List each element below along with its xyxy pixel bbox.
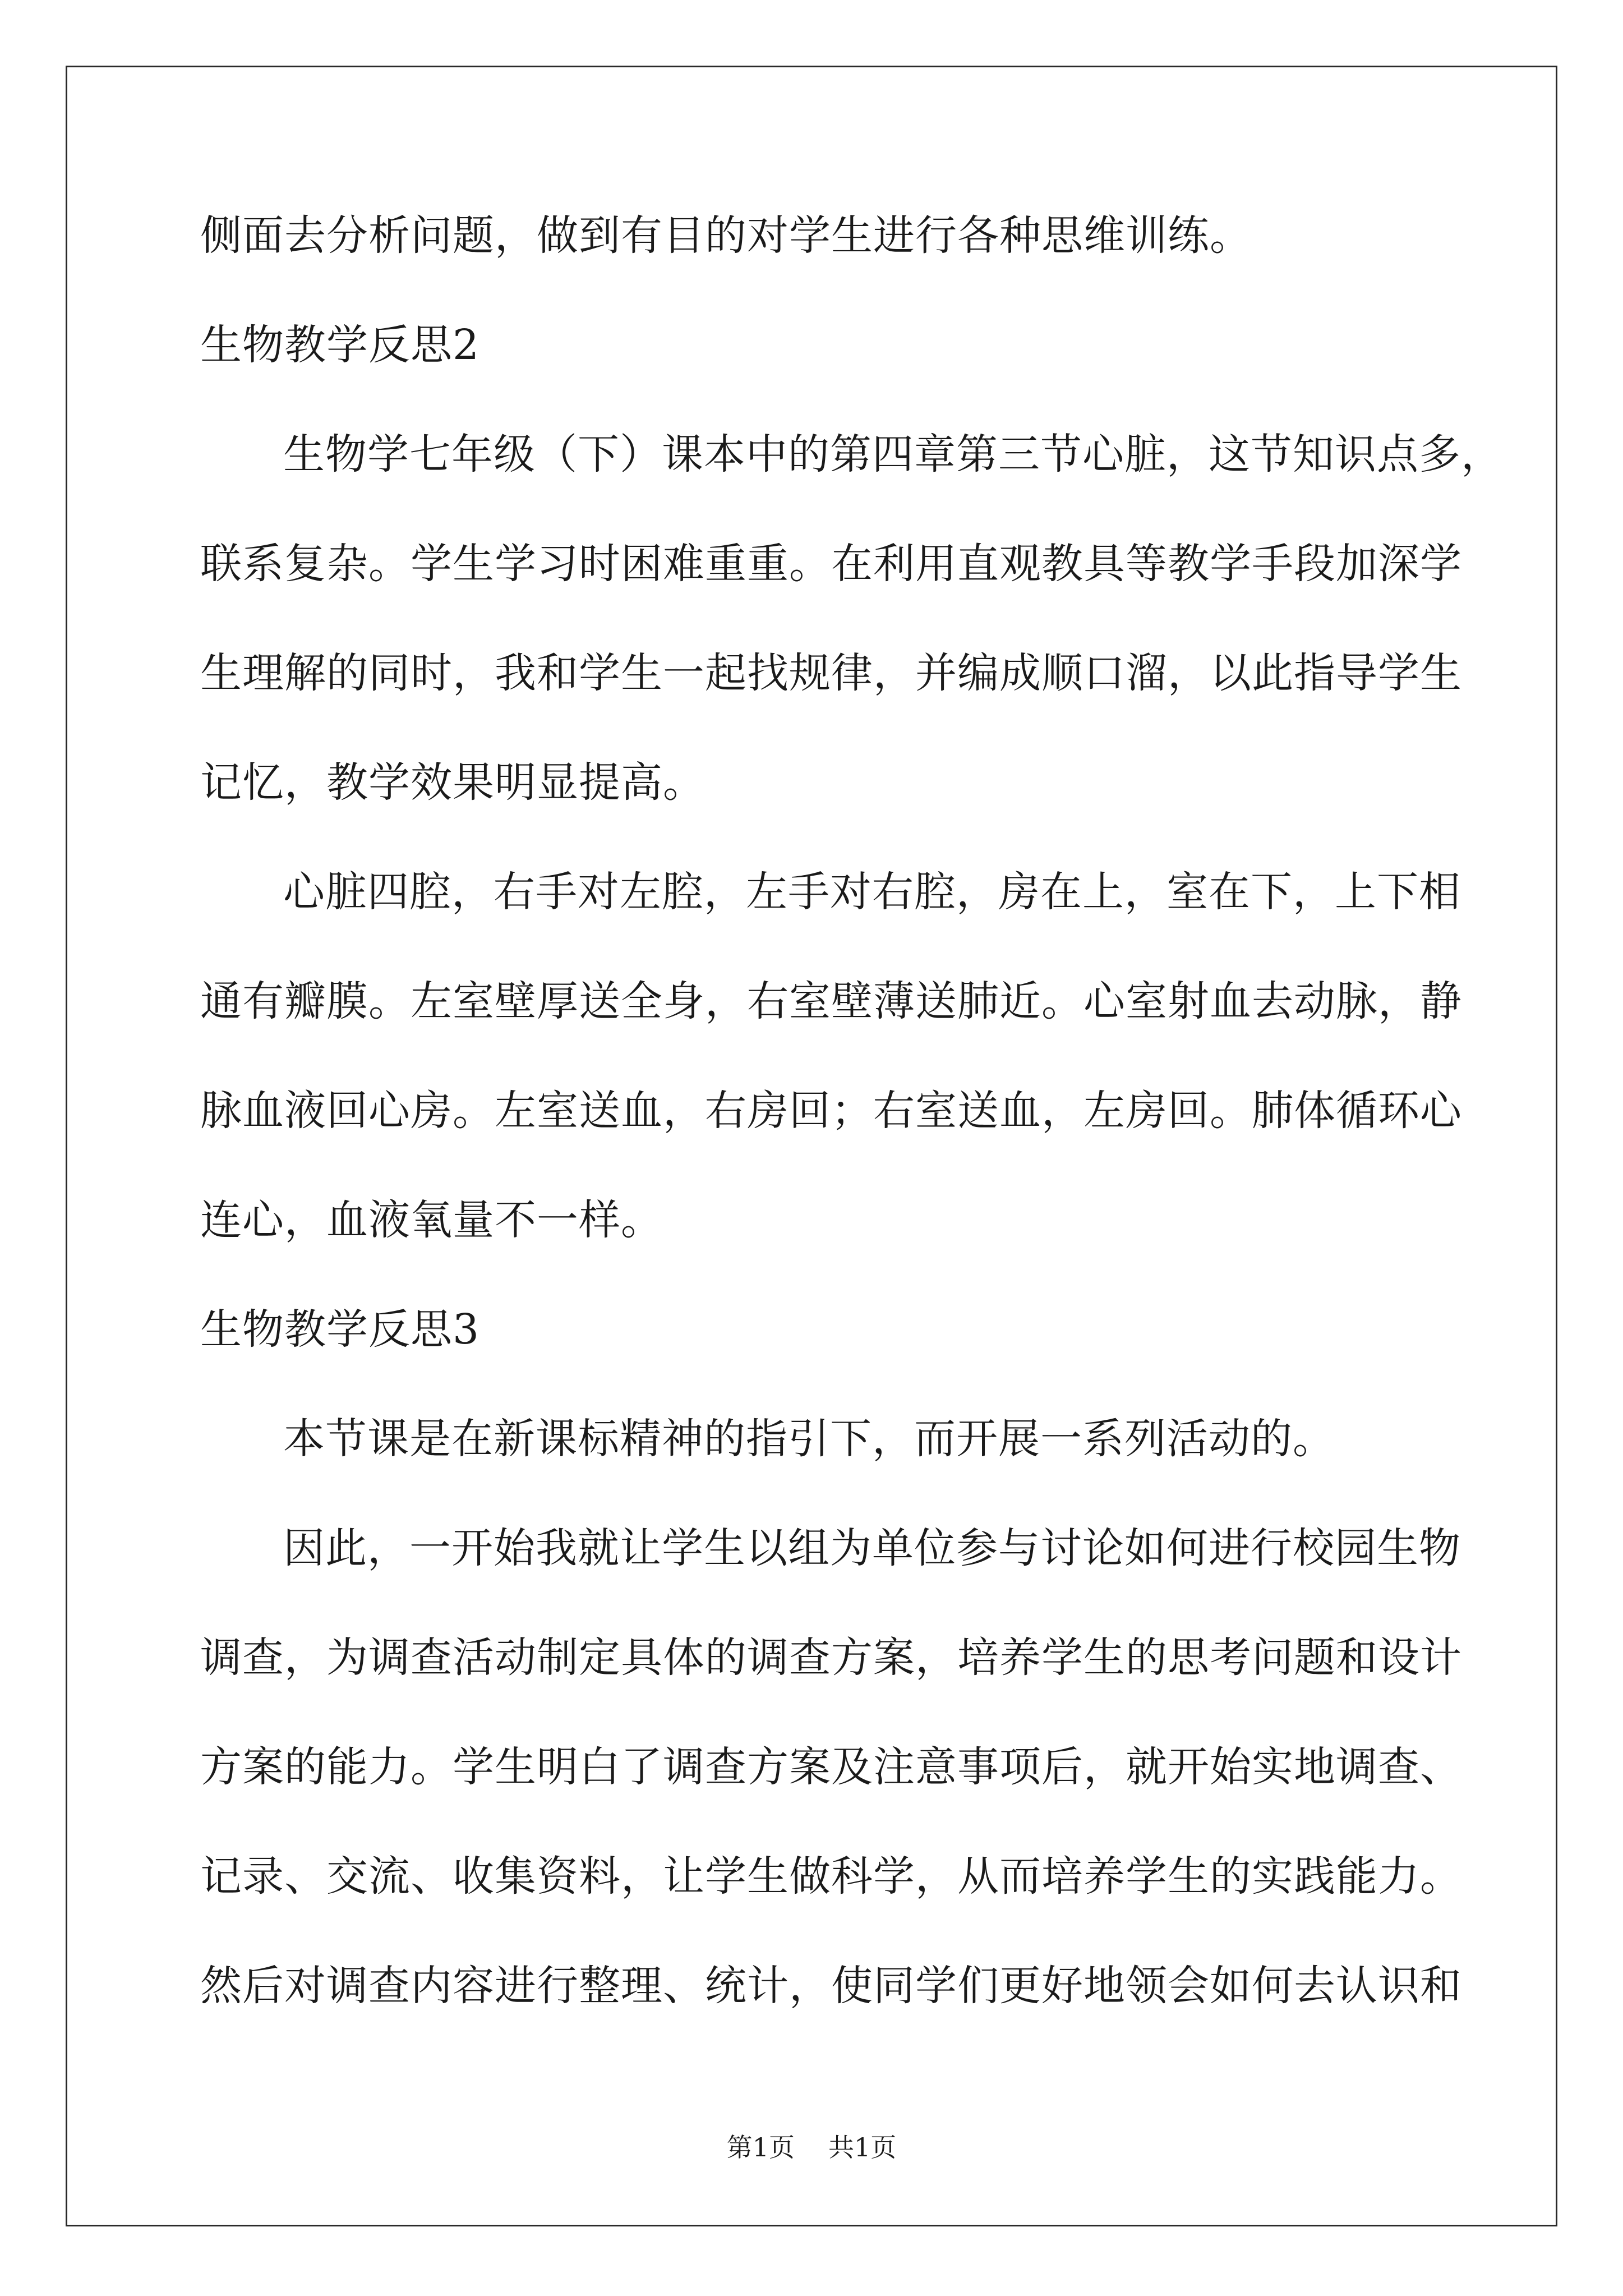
page-number: 第1页 xyxy=(726,2132,795,2162)
text-line: 通有瓣膜。左室壁厚送全身，右室壁薄送肺近。心室射血去动脉，静 xyxy=(200,977,1462,1025)
text-line: 脉血液回心房。左室送血，右房回；右室送血，左房回。肺体循环心 xyxy=(200,1087,1462,1135)
text-line: 生理解的同时，我和学生一起找规律，并编成顺口溜，以此指导学生 xyxy=(200,649,1462,697)
section-heading: 生物教学反思2 xyxy=(200,321,480,369)
text-line: 方案的能力。学生明白了调查方案及注意事项后，就开始实地调查、 xyxy=(200,1743,1462,1791)
section-heading: 生物教学反思3 xyxy=(200,1305,480,1354)
text-line: 本节课是在新课标精神的指引下，而开展一系列活动的。 xyxy=(283,1415,1335,1463)
text-line: 联系复杂。学生学习时困难重重。在利用直观教具等教学手段加深学 xyxy=(200,540,1462,588)
page-footer xyxy=(0,2131,1623,2164)
text-line: 生物学七年级（下）课本中的第四章第三节心脏，这节知识点多， xyxy=(283,430,1503,478)
text-line: 连心，血液氧量不一样。 xyxy=(200,1196,663,1244)
text-line: 调查，为调查活动制定具体的调查方案，培养学生的思考问题和设计 xyxy=(200,1634,1462,1682)
text-line: 心脏四腔，右手对左腔，左手对右腔，房在上，室在下，上下相 xyxy=(283,868,1461,916)
text-line: 然后对调查内容进行整理、统计，使同学们更好地领会如何去认识和 xyxy=(200,1962,1462,2010)
text-line: 记忆，教学效果明显提高。 xyxy=(200,758,705,807)
text-line: 记录、交流、收集资料，让学生做科学，从而培养学生的实践能力。 xyxy=(200,1852,1462,1901)
page-total: 共1页 xyxy=(828,2132,897,2162)
text-line: 因此，一开始我就让学生以组为单位参与讨论如何进行校园生物 xyxy=(283,1524,1461,1572)
text-line: 侧面去分析问题，做到有目的对学生进行各种思维训练。 xyxy=(200,211,1252,260)
